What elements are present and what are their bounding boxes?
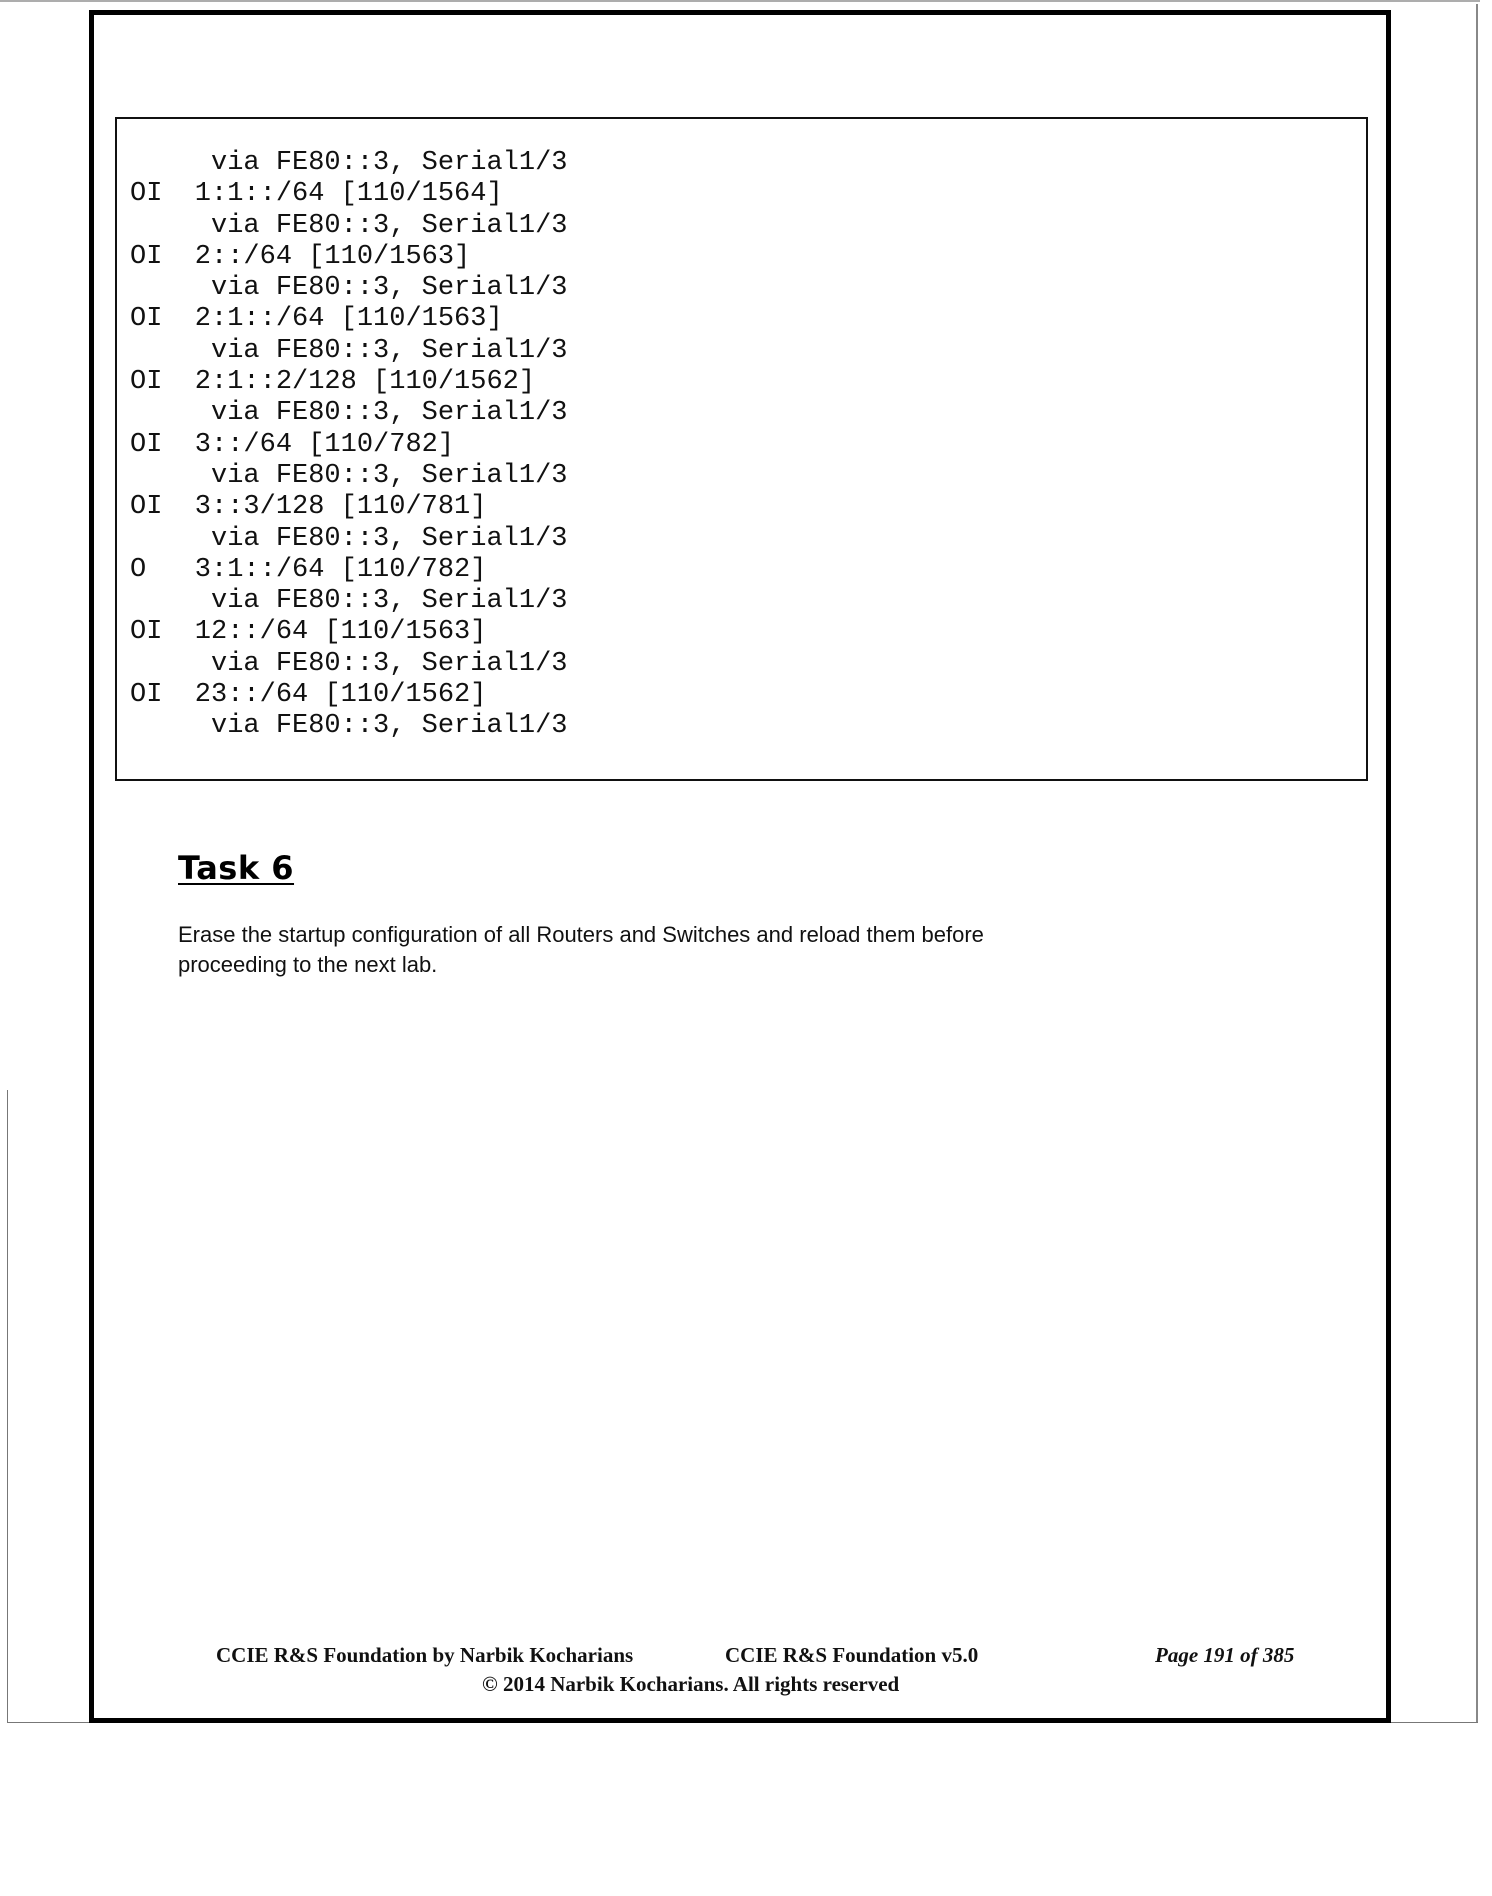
code-line: via FE80::3, Serial1/3 [130, 335, 568, 366]
code-line: via FE80::3, Serial1/3 [130, 398, 568, 429]
code-line: O 3:1::/64 [110/782] [130, 554, 487, 585]
scan-edge-right [1476, 4, 1478, 1723]
code-output-box [115, 117, 1368, 781]
code-line: OI 12::/64 [110/1563] [130, 617, 487, 648]
code-output [130, 148, 567, 743]
footer-page-number: Page 191 of 385 [1155, 1643, 1295, 1667]
code-line: OI 1:1::/64 [110/1564] [130, 179, 503, 210]
code-line: OI 2:1::2/128 [110/1562] [130, 367, 536, 398]
task-description [178, 920, 1358, 980]
scan-edge-left [7, 1090, 8, 1723]
task-heading: Task 6 [178, 849, 295, 887]
scan-edge-top [0, 0, 1480, 2]
footer-copyright: © 2014 Narbik Kocharians. All rights reserved [482, 1672, 900, 1696]
task-description-line: Erase the startup configuration of all Routers and Switches and reload them before [178, 922, 984, 947]
code-line: via FE80::3, Serial1/3 [130, 586, 568, 617]
code-line: via FE80::3, Serial1/3 [130, 148, 568, 178]
code-line: via FE80::3, Serial1/3 [130, 711, 568, 742]
code-line: OI 23::/64 [110/1562] [130, 680, 487, 711]
code-line: via FE80::3, Serial1/3 [130, 210, 568, 241]
code-line: via FE80::3, Serial1/3 [130, 273, 568, 304]
footer-book-version: CCIE R&S Foundation v5.0 [725, 1643, 979, 1667]
code-line: OI 2::/64 [110/1563] [130, 241, 471, 272]
code-line: OI 3::3/128 [110/781] [130, 492, 487, 523]
code-line: OI 3::/64 [110/782] [130, 429, 455, 460]
code-line: via FE80::3, Serial1/3 [130, 523, 568, 554]
code-line: OI 2:1::/64 [110/1563] [130, 304, 503, 335]
code-line: via FE80::3, Serial1/3 [130, 460, 568, 491]
code-line: via FE80::3, Serial1/3 [130, 648, 568, 679]
task-description-line: proceeding to the next lab. [178, 952, 438, 977]
footer-book-title: CCIE R&S Foundation by Narbik Kocharians [216, 1643, 634, 1667]
